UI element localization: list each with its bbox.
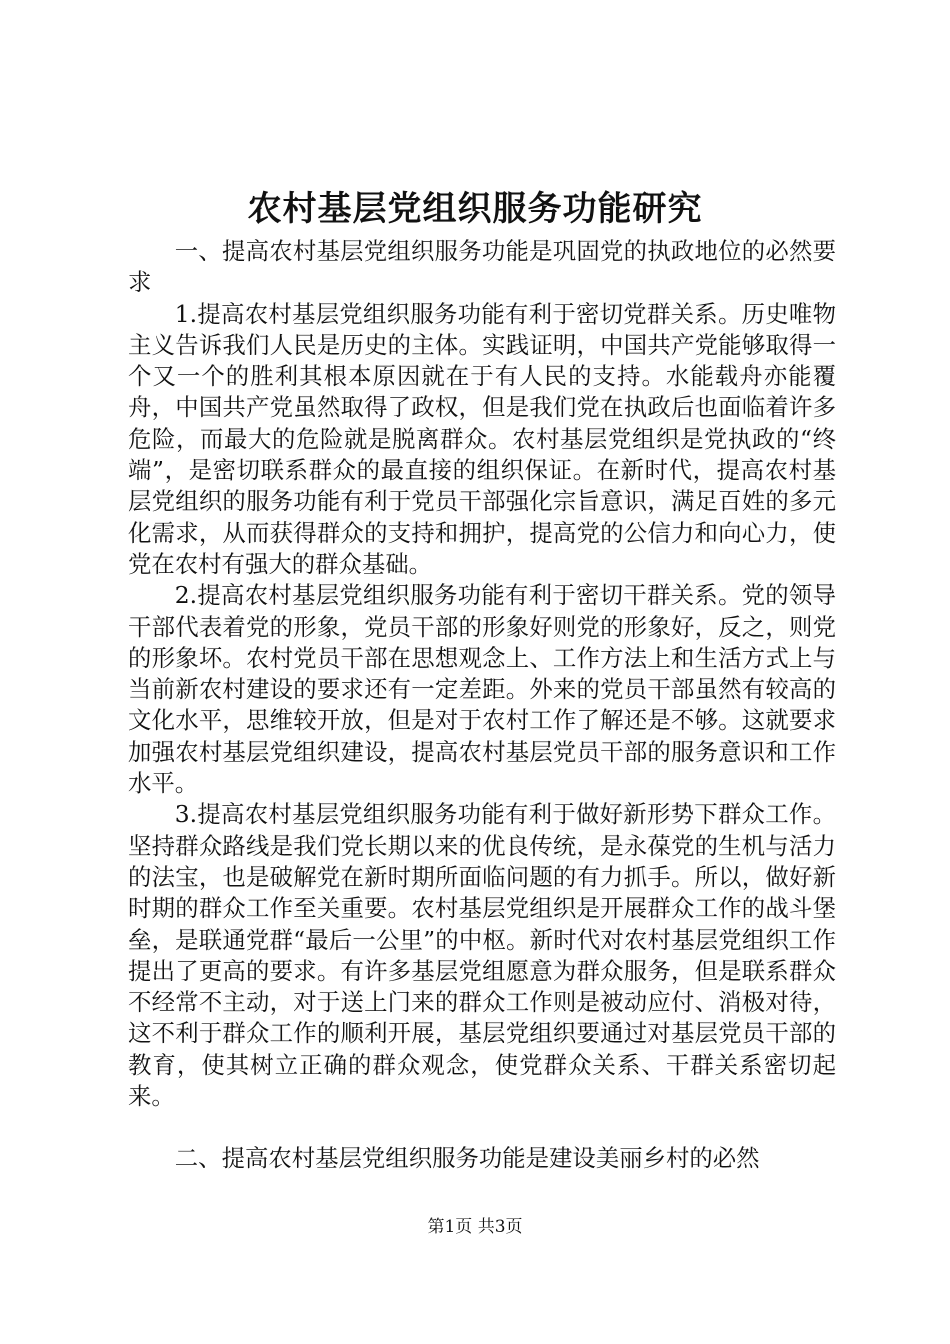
paragraph-2: 2.提高农村基层党组织服务功能有利于密切干群关系。党的领导干部代表着党的形象，党员干部的形象好则党的形象好，反之，则党的形象坏。农村党员干部在思想观念上、工作方法上和生活方式上与当前新农村建设的要求还有一定差距。外来的党员干部虽然有较高的文化水平，思维较开放，但是对于农村工作了解还是不够。这就要求加强农村基层党组织建设，提高农村基层党员干部的服务意识和工作水平。	[128, 581, 836, 798]
page-number-footer: 第1页 共3页	[427, 1217, 523, 1237]
section-heading-1: 一、提高农村基层党组织服务功能是巩固党的执政地位的必然要求	[128, 237, 836, 297]
section-heading-2: 二、提高农村基层党组织服务功能是建设美丽乡村的必然	[174, 1144, 760, 1173]
document-title: 农村基层党组织服务功能研究	[247, 189, 703, 229]
document-body	[128, 236, 836, 1175]
paragraph-1: 1.提高农村基层党组织服务功能有利于密切党群关系。历史唯物主义告诉我们人民是历史的主体。实践证明，中国共产党能够取得一个又一个的胜利其根本原因就在于有人民的支持。水能载舟亦能覆舟，中国共产党虽然取得了政权，但是我们党在执政后也面临着许多危险，而最大的危险就是脱离群众。农村基层党组织是党执政的“终端”，是密切联系群众的最直接的组织保证。在新时代，提高农村基层党组织的服务功能有利于党员干部强化宗旨意识，满足百姓的多元化需求，从而获得群众的支持和拥护，提高党的公信力和向心力，使党在农村有强大的群众基础。	[128, 299, 836, 578]
paragraph-3: 3.提高农村基层党组织服务功能有利于做好新形势下群众工作。坚持群众路线是我们党长期以来的优良传统，是永葆党的生机与活力的法宝，也是破解党在新时期所面临问题的有力抓手。所以，做好新时期的群众工作至关重要。农村基层党组织是开展群众工作的战斗堡垒，是联通党群“最后一公里”的中枢。新时代对农村基层党组织工作提出了更高的要求。有许多基层党组愿意为群众服务，但是联系群众不经常不主动，对于送上门来的群众工作则是被动应付、消极对待，这不利于群众工作的顺利开展，基层党组织要通过对基层党员干部的教育，使其树立正确的群众观念，使党群众关系、干群关系密切起来。	[128, 800, 836, 1111]
